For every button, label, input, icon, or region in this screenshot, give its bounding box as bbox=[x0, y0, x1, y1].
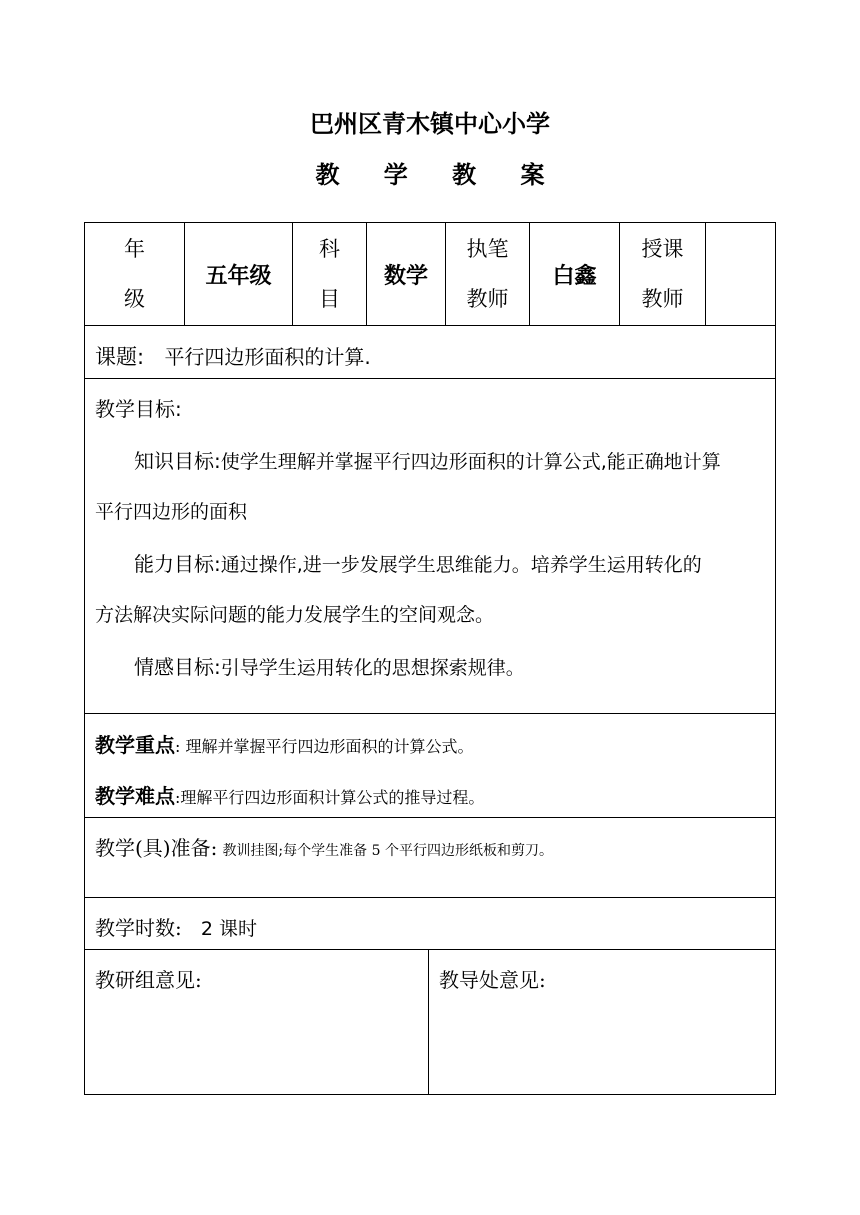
topic-row bbox=[95, 341, 371, 371]
document-title: 教 学 教 案 bbox=[315, 161, 563, 189]
key-point-label: 教学重点 bbox=[95, 733, 175, 757]
preparation-label: 教学(具)准备: bbox=[95, 836, 218, 860]
hours-value: 2 课时 bbox=[200, 918, 257, 940]
teaching-hours bbox=[95, 912, 257, 941]
ability-objective: 能力目标:通过操作,进一步发展学生思维能力。培养学生运用转化的 bbox=[134, 552, 702, 576]
teacher-label: 授课 教师 bbox=[641, 237, 684, 311]
author-label: 执笔 教师 bbox=[466, 237, 509, 311]
subject-label: 科 目 bbox=[319, 237, 340, 311]
knowledge-objective: 知识目标:使学生理解并掌握平行四边形面积的计算公式,能正确地计算 bbox=[134, 449, 721, 473]
research-group-opinion: 教研组意见: bbox=[95, 968, 202, 992]
topic-label: 课题: bbox=[95, 345, 145, 369]
knowledge-objective-cont: 平行四边形的面积 bbox=[95, 501, 248, 523]
preparation-text: 教训挂图;每个学生准备 5 个平行四边形纸板和剪刀。 bbox=[222, 843, 553, 859]
hours-label: 教学时数: bbox=[95, 916, 182, 940]
school-name: 巴州区青木镇中心小学 bbox=[310, 110, 550, 138]
author-value: 白鑫 bbox=[552, 264, 597, 289]
difficulty-point: 教学难点:理解平行四边形面积计算公式的推导过程。 bbox=[95, 784, 485, 808]
ability-objective-cont: 方法解决实际问题的能力发展学生的空间观念。 bbox=[95, 604, 495, 626]
academic-office-opinion: 教导处意见: bbox=[439, 968, 546, 992]
subject-value: 数学 bbox=[383, 264, 428, 289]
grade-label: 年 级 bbox=[124, 237, 145, 311]
emotion-objective: 情感目标:引导学生运用转化的思想探索规律。 bbox=[134, 655, 525, 679]
grade-value: 五年级 bbox=[205, 264, 272, 289]
objectives-label: 教学目标: bbox=[95, 397, 182, 421]
preparation bbox=[95, 832, 553, 861]
key-point: 教学重点: 理解并掌握平行四边形面积的计算公式。 bbox=[95, 733, 474, 757]
difficulty-label: 教学难点 bbox=[95, 784, 175, 808]
topic-value: 平行四边形面积的计算. bbox=[164, 345, 371, 369]
